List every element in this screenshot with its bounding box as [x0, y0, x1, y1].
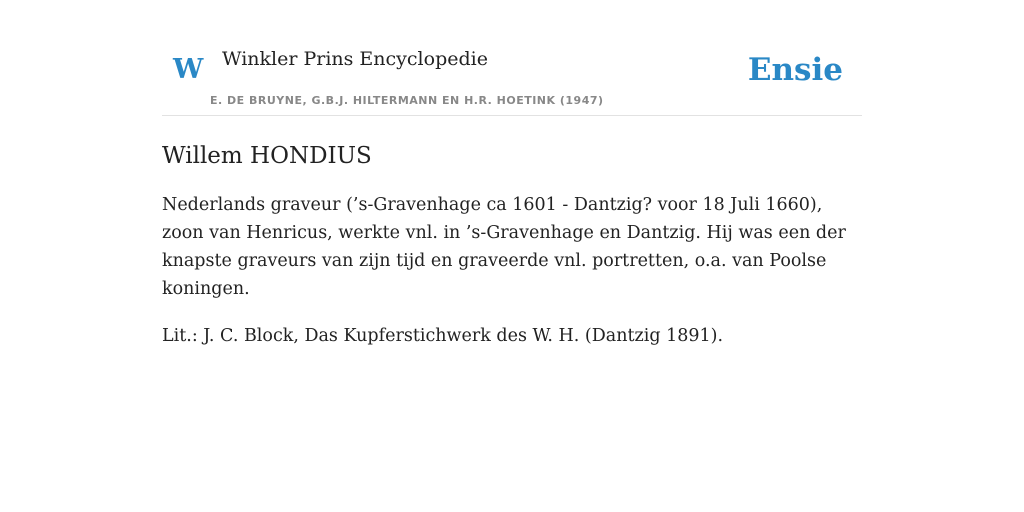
- page: [162, 0, 862, 350]
- encyclopedia-logo[interactable]: W: [173, 54, 204, 85]
- entry-description: Nederlands graveur (’s-Gravenhage ca 1601 - Dantzig? voor 18 Juli 1660), zoon van Henricus, werkte vnl. in ’s-Gravenhage en Dantzig. Hij was een der knapste graveurs van zijn tijd en graveerde vnl. portretten, o.a. van Poolse koningen.: [162, 195, 846, 299]
- ensie-logo-link[interactable]: Ensie: [747, 52, 843, 88]
- entry-literature: Lit.: J. C. Block, Das Kupferstichwerk des W. H. (Dantzig 1891).: [162, 326, 724, 346]
- encyclopedia-authors: E. DE BRUYNE, G.B.J. HILTERMANN EN H.R. HOETINK (1947): [210, 94, 604, 107]
- encyclopedia-title: Winkler Prins Encyclopedie: [222, 48, 488, 70]
- site-header: [162, 44, 862, 116]
- entry-title: Willem HONDIUS: [162, 143, 372, 169]
